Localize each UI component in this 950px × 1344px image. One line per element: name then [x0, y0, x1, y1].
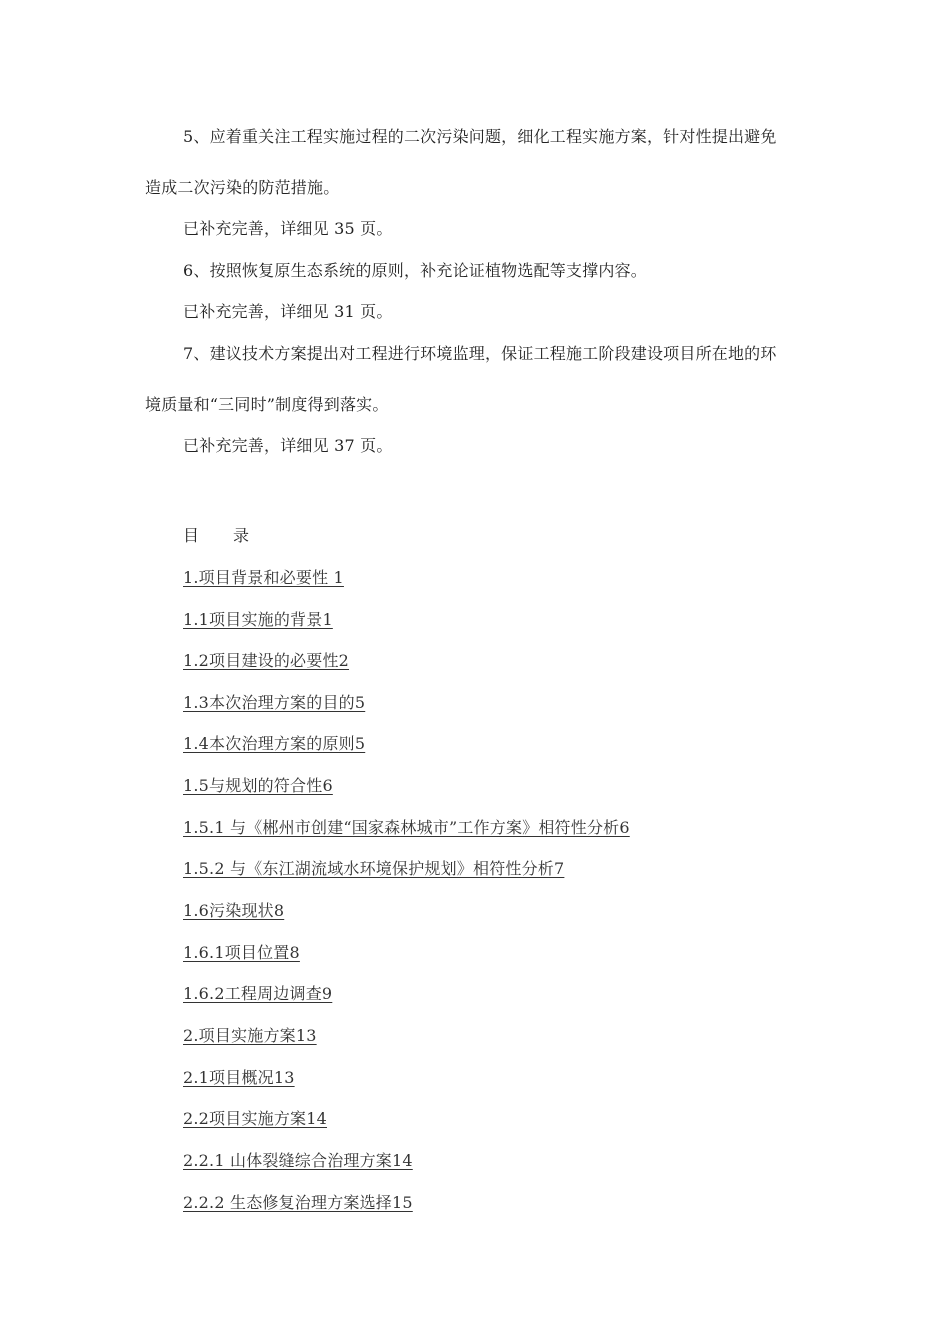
toc-entry[interactable]: 2.项目实施方案13	[183, 1026, 317, 1045]
review-item-7-line2: 境质量和“三同时”制度得到落实。	[145, 395, 389, 414]
toc-entry[interactable]: 1.6污染现状8	[183, 901, 285, 920]
toc-entry[interactable]: 2.2.1 山体裂缝综合治理方案14	[183, 1151, 413, 1170]
toc-title-char-2: 录	[233, 526, 250, 545]
toc-title-char-1: 目	[183, 526, 200, 545]
toc-entry[interactable]: 1.5与规划的符合性6	[183, 776, 333, 795]
review-item-5-line1: 5、应着重关注工程实施过程的二次污染问题，细化工程实施方案，针对性提出避免	[183, 127, 777, 146]
toc-entry[interactable]: 1.6.2工程周边调查9	[183, 984, 333, 1003]
toc-entry[interactable]: 1.5.2 与《东江湖流域水环境保护规划》相符性分析7	[183, 859, 565, 878]
toc-entry[interactable]: 1.5.1 与《郴州市创建“国家森林城市”工作方案》相符性分析6	[183, 818, 630, 837]
toc-entry[interactable]: 1.4本次治理方案的原则5	[183, 734, 366, 753]
toc-entry[interactable]: 1.2项目建设的必要性2	[183, 651, 350, 670]
toc-entry[interactable]: 1.1项目实施的背景1	[183, 610, 333, 629]
review-item-6-reply: 已补充完善，详细见 31 页。	[183, 302, 393, 321]
toc-title	[183, 526, 249, 546]
review-item-5-line2: 造成二次污染的防范措施。	[145, 178, 340, 197]
review-item-6-line1: 6、按照恢复原生态系统的原则，补充论证植物选配等支撑内容。	[183, 261, 647, 280]
toc-entry[interactable]: 1.项目背景和必要性 1	[183, 568, 344, 587]
review-item-7-reply: 已补充完善，详细见 37 页。	[183, 436, 393, 455]
toc-entry[interactable]: 2.2项目实施方案14	[183, 1109, 328, 1128]
toc-entry[interactable]: 2.2.2 生态修复治理方案选择15	[183, 1193, 413, 1212]
review-item-5-reply: 已补充完善，详细见 35 页。	[183, 219, 393, 238]
review-item-7-line1: 7、建议技术方案提出对工程进行环境监理，保证工程施工阶段建设项目所在地的环	[183, 344, 777, 363]
toc-entry[interactable]: 1.6.1项目位置8	[183, 943, 300, 962]
toc-entry[interactable]: 1.3本次治理方案的目的5	[183, 693, 366, 712]
toc-entry[interactable]: 2.1项目概况13	[183, 1068, 295, 1087]
